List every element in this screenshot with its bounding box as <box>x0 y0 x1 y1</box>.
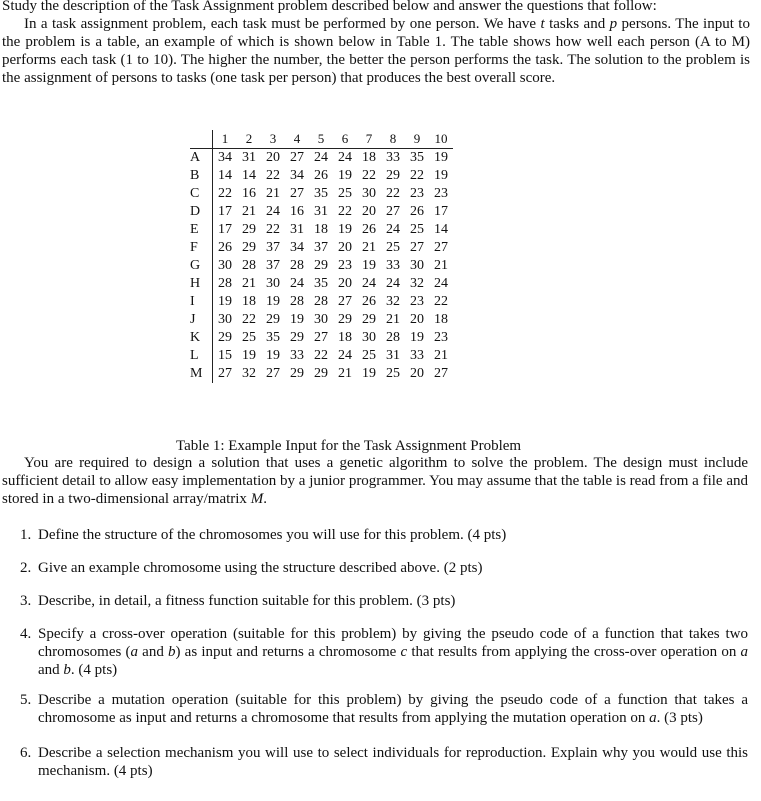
table-row-person-l <box>190 347 453 365</box>
score-cell: 22 <box>266 168 280 183</box>
score-cell: 16 <box>242 186 256 201</box>
table-row-person-i <box>190 293 453 311</box>
row-header-person: J <box>190 311 213 329</box>
score-cell: 30 <box>314 312 328 327</box>
score-table-container <box>190 130 453 383</box>
score-cell: 19 <box>266 348 280 363</box>
row-header-person: I <box>190 293 213 311</box>
score-cell: 37 <box>266 240 280 255</box>
score-cell: 22 <box>386 186 400 201</box>
column-header-task-3: 3 <box>261 130 285 149</box>
row-header-person: F <box>190 239 213 257</box>
score-cell: 25 <box>386 366 400 381</box>
score-cell: 19 <box>362 258 376 273</box>
score-cell: 18 <box>242 294 256 309</box>
row-header-person: G <box>190 257 213 275</box>
score-cell: 22 <box>362 168 376 183</box>
score-cell: 22 <box>242 312 256 327</box>
score-cell: 21 <box>338 366 352 381</box>
score-cell: 30 <box>362 330 376 345</box>
score-cell: 25 <box>362 348 376 363</box>
score-cell: 21 <box>266 186 280 201</box>
score-cell: 19 <box>338 222 352 237</box>
intro-section <box>2 0 750 87</box>
score-cell: 37 <box>314 240 328 255</box>
question-3: 3. Describe, in detail, a fitness function suitable for this problem. (3 pts) <box>20 593 456 609</box>
score-cell: 23 <box>434 330 448 345</box>
score-cell: 35 <box>266 330 280 345</box>
table-row-person-m <box>190 365 453 383</box>
question-1: 1. Define the structure of the chromosomes you will use for this problem. (4 pts) <box>20 527 507 543</box>
score-cell: 24 <box>290 276 304 291</box>
score-cell: 21 <box>242 204 256 219</box>
table-row-person-f <box>190 239 453 257</box>
score-cell: 29 <box>242 222 256 237</box>
score-cell: 29 <box>314 258 328 273</box>
score-cell: 27 <box>410 240 424 255</box>
score-cell: 30 <box>410 258 424 273</box>
question-list <box>0 526 748 780</box>
score-cell: 20 <box>362 204 376 219</box>
score-cell: 26 <box>218 240 232 255</box>
score-cell: 19 <box>362 366 376 381</box>
score-cell: 18 <box>362 150 376 165</box>
score-cell: 32 <box>410 276 424 291</box>
table-reference: 1 <box>434 34 443 50</box>
score-cell: 24 <box>338 348 352 363</box>
score-cell: 27 <box>290 186 304 201</box>
score-cell: 31 <box>314 204 328 219</box>
score-cell: 19 <box>290 312 304 327</box>
column-header-task-2: 2 <box>237 130 261 149</box>
table-row-person-k <box>190 329 453 347</box>
score-cell: 24 <box>434 276 448 291</box>
score-cell: 22 <box>266 222 280 237</box>
score-cell: 14 <box>434 222 448 237</box>
score-cell: 23 <box>410 186 424 201</box>
score-cell: 24 <box>266 204 280 219</box>
score-cell: 27 <box>434 240 448 255</box>
score-cell: 19 <box>218 294 232 309</box>
score-cell: 23 <box>434 186 448 201</box>
score-cell: 29 <box>266 312 280 327</box>
score-cell: 23 <box>338 258 352 273</box>
row-header-person: K <box>190 329 213 347</box>
score-cell: 19 <box>434 150 448 165</box>
score-cell: 18 <box>314 222 328 237</box>
score-cell: 33 <box>386 258 400 273</box>
score-cell: 29 <box>386 168 400 183</box>
score-cell: 22 <box>410 168 424 183</box>
score-cell: 30 <box>218 312 232 327</box>
table-row-person-a <box>190 149 453 168</box>
score-cell: 19 <box>434 168 448 183</box>
score-cell: 33 <box>386 150 400 165</box>
score-cell: 22 <box>218 186 232 201</box>
table-row-person-e <box>190 221 453 239</box>
score-cell: 34 <box>290 168 304 183</box>
task-instructions: You are required to design a solution that uses a genetic algorithm to solve the problem. The design must include sufficient detail to allow easy implementation by a junior programmer. You may assume that the table is read from a file and stored in a two-dimensional array/matrix M. <box>2 455 748 507</box>
score-cell: 24 <box>386 222 400 237</box>
score-cell: 30 <box>362 186 376 201</box>
score-cell: 14 <box>242 168 256 183</box>
score-cell: 20 <box>266 150 280 165</box>
column-header-task-9: 9 <box>405 130 429 149</box>
column-header-task-10: 10 <box>429 130 453 149</box>
score-cell: 28 <box>218 276 232 291</box>
score-cell: 26 <box>314 168 328 183</box>
score-cell: 29 <box>362 312 376 327</box>
score-cell: 20 <box>410 366 424 381</box>
table-header-row <box>190 130 453 149</box>
table-row-person-d <box>190 203 453 221</box>
score-cell: 19 <box>242 348 256 363</box>
column-header-task-6: 6 <box>333 130 357 149</box>
score-cell: 21 <box>242 276 256 291</box>
table-row-person-h <box>190 275 453 293</box>
score-table <box>190 130 453 383</box>
score-cell: 29 <box>218 330 232 345</box>
row-header-person: B <box>190 167 213 185</box>
score-cell: 28 <box>314 294 328 309</box>
score-cell: 33 <box>410 348 424 363</box>
score-cell: 24 <box>362 276 376 291</box>
score-cell: 21 <box>434 348 448 363</box>
score-cell: 31 <box>386 348 400 363</box>
score-cell: 26 <box>410 204 424 219</box>
score-cell: 28 <box>290 294 304 309</box>
score-cell: 20 <box>410 312 424 327</box>
score-cell: 27 <box>338 294 352 309</box>
score-cell: 29 <box>242 240 256 255</box>
score-cell: 23 <box>410 294 424 309</box>
row-header-person: L <box>190 347 213 365</box>
column-header-task-4: 4 <box>285 130 309 149</box>
score-cell: 30 <box>266 276 280 291</box>
table-row-person-c <box>190 185 453 203</box>
column-header-task-5: 5 <box>309 130 333 149</box>
column-header-task-7: 7 <box>357 130 381 149</box>
row-header-person: E <box>190 221 213 239</box>
question-6: 6. Describe a selection mechanism you will use to select individuals for reproduction. Explain why you would use this mechanism. (4 pts) <box>20 745 748 779</box>
score-cell: 34 <box>290 240 304 255</box>
score-cell: 28 <box>386 330 400 345</box>
score-cell: 17 <box>218 222 232 237</box>
table-corner <box>190 130 213 149</box>
score-cell: 34 <box>218 150 232 165</box>
score-cell: 19 <box>338 168 352 183</box>
score-cell: 37 <box>266 258 280 273</box>
column-header-task-1: 1 <box>213 130 238 149</box>
score-cell: 29 <box>314 366 328 381</box>
score-cell: 24 <box>386 276 400 291</box>
score-cell: 33 <box>290 348 304 363</box>
score-cell: 29 <box>290 366 304 381</box>
score-cell: 25 <box>338 186 352 201</box>
table-row-person-b <box>190 167 453 185</box>
table-body <box>190 149 453 384</box>
question-4: 4. Specify a cross-over operation (suitable for this problem) by giving the pseudo code of a function that takes two chromosomes (a and b) as input and returns a chromosome c that results from applying the cross-over operation on a and b. (4 pts) <box>20 626 748 678</box>
score-cell: 35 <box>314 276 328 291</box>
score-cell: 30 <box>218 258 232 273</box>
question-2: 2. Give an example chromosome using the structure described above. (2 pts) <box>20 560 483 576</box>
row-header-person: H <box>190 275 213 293</box>
table-row-person-j <box>190 311 453 329</box>
score-cell: 15 <box>218 348 232 363</box>
score-cell: 14 <box>218 168 232 183</box>
score-cell: 25 <box>386 240 400 255</box>
score-cell: 26 <box>362 222 376 237</box>
score-cell: 27 <box>314 330 328 345</box>
problem-description: In a task assignment problem, each task must be performed by one person. We have t tasks and p persons. The input to the problem is a table, an example of which is shown below in Table 1. The table shows how well each person (A to M) performs each task (1 to 10). The higher the number, the better the person performs the task. The solution to the problem is the assignment of persons to tasks (one task per person) that produces the best overall score. <box>2 16 750 86</box>
score-cell: 31 <box>242 150 256 165</box>
score-cell: 20 <box>338 276 352 291</box>
score-cell: 17 <box>434 204 448 219</box>
score-cell: 18 <box>434 312 448 327</box>
score-cell: 22 <box>314 348 328 363</box>
column-header-task-8: 8 <box>381 130 405 149</box>
question-5: 5. Describe a mutation operation (suitable for this problem) by giving the pseudo code of a function that takes a chromosome as input and returns a chromosome that results from applying the mutation operation on a. (3 pts) <box>20 692 748 726</box>
score-cell: 25 <box>242 330 256 345</box>
score-cell: 19 <box>410 330 424 345</box>
score-cell: 31 <box>290 222 304 237</box>
score-cell: 32 <box>386 294 400 309</box>
score-cell: 28 <box>290 258 304 273</box>
score-cell: 27 <box>434 366 448 381</box>
score-cell: 24 <box>338 150 352 165</box>
row-header-person: C <box>190 185 213 203</box>
score-cell: 21 <box>434 258 448 273</box>
score-cell: 21 <box>386 312 400 327</box>
score-cell: 20 <box>338 240 352 255</box>
score-cell: 19 <box>266 294 280 309</box>
score-cell: 32 <box>242 366 256 381</box>
row-header-person: A <box>190 149 213 168</box>
row-header-person: M <box>190 365 213 383</box>
score-cell: 35 <box>314 186 328 201</box>
score-cell: 24 <box>314 150 328 165</box>
row-header-person: D <box>190 203 213 221</box>
table-caption: Table 1: Example Input for the Task Assignment Problem <box>176 438 522 454</box>
score-cell: 29 <box>338 312 352 327</box>
score-cell: 25 <box>410 222 424 237</box>
score-cell: 27 <box>386 204 400 219</box>
score-cell: 29 <box>290 330 304 345</box>
intro-heading: Study the description of the Task Assignment problem described below and answer the questions that follow: <box>2 0 657 14</box>
score-cell: 26 <box>362 294 376 309</box>
score-cell: 28 <box>242 258 256 273</box>
score-cell: 27 <box>290 150 304 165</box>
score-cell: 35 <box>410 150 424 165</box>
score-cell: 17 <box>218 204 232 219</box>
score-cell: 22 <box>434 294 448 309</box>
score-cell: 27 <box>266 366 280 381</box>
score-cell: 18 <box>338 330 352 345</box>
score-cell: 16 <box>290 204 304 219</box>
score-cell: 22 <box>338 204 352 219</box>
score-cell: 27 <box>218 366 232 381</box>
table-row-person-g <box>190 257 453 275</box>
score-cell: 21 <box>362 240 376 255</box>
